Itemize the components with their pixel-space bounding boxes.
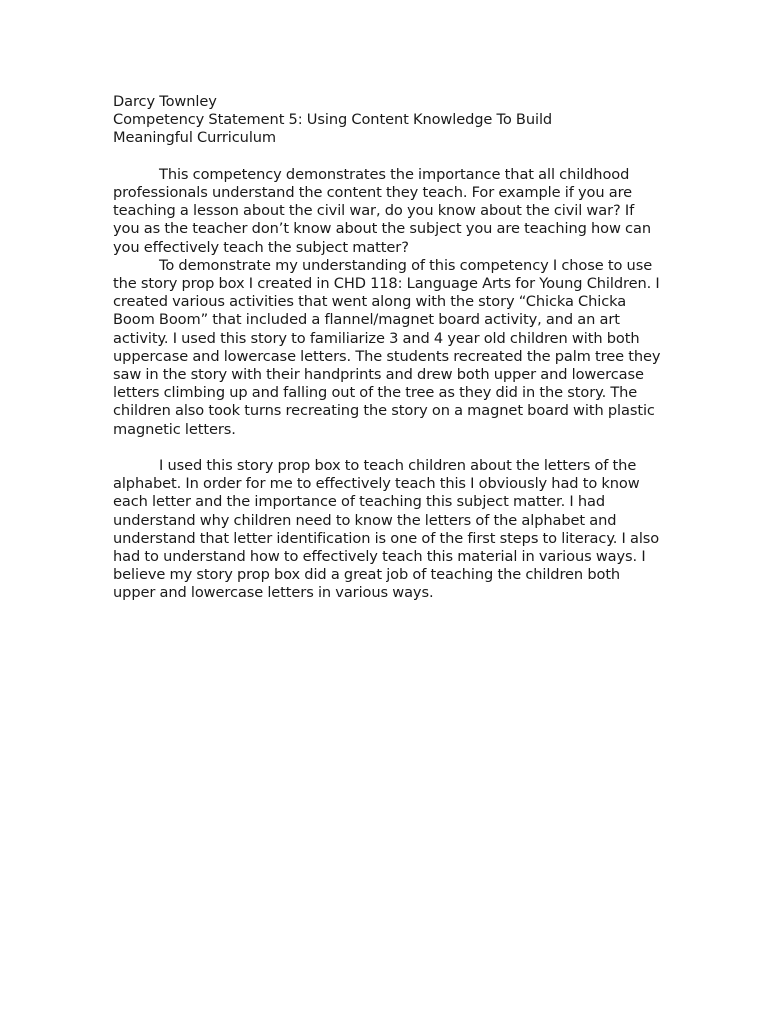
paragraph-1: This competency demonstrates the importance that all childhood professionals understand the content they teach. For example if you are teaching a lesson about the civil war, do you know about the civil war? If you as the teacher don’t know about the subject you are teaching how can you effectively teach the subject matter? — [113, 165, 651, 256]
paragraph-2: To demonstrate my understanding of this competency I chose to use the story prop box I created in CHD 118: Language Arts for Young Children. I created various activities that went along with the story “Chicka Chicka Boom Boom” that included a flannel/magnet board activity, and an art activity. I used this story to familiarize 3 and 4 year old children with both uppercase and lowercase letters. The students recreated the palm tree they saw in the story with their handprints and drew both upper and lowercase letters climbing up and falling out of the tree as they did in the story. The children also took turns recreating the story on a magnet board with plastic magnetic letters. — [113, 256, 661, 438]
document-body — [113, 93, 661, 603]
spacer — [113, 148, 661, 166]
paragraph-3: I used this story prop box to teach children about the letters of the alphabet. In order for me to effectively teach this I obviously had to know each letter and the importance of teaching this subject matter. I had understand why children need to know the letters of the alphabet and understand that letter identification is one of the first steps to literacy. I also had to understand how to effectively teach this material in various ways. I believe my story prop box did a great job of teaching the children both upper and lowercase letters in various ways. — [113, 457, 660, 602]
author-name: Darcy Townley — [113, 93, 217, 110]
document-title-line-2: Meaningful Curriculum — [113, 129, 277, 147]
document-title-line-1: Competency Statement 5: Using Content Knowledge To Build — [113, 111, 553, 129]
spacer — [113, 439, 661, 457]
